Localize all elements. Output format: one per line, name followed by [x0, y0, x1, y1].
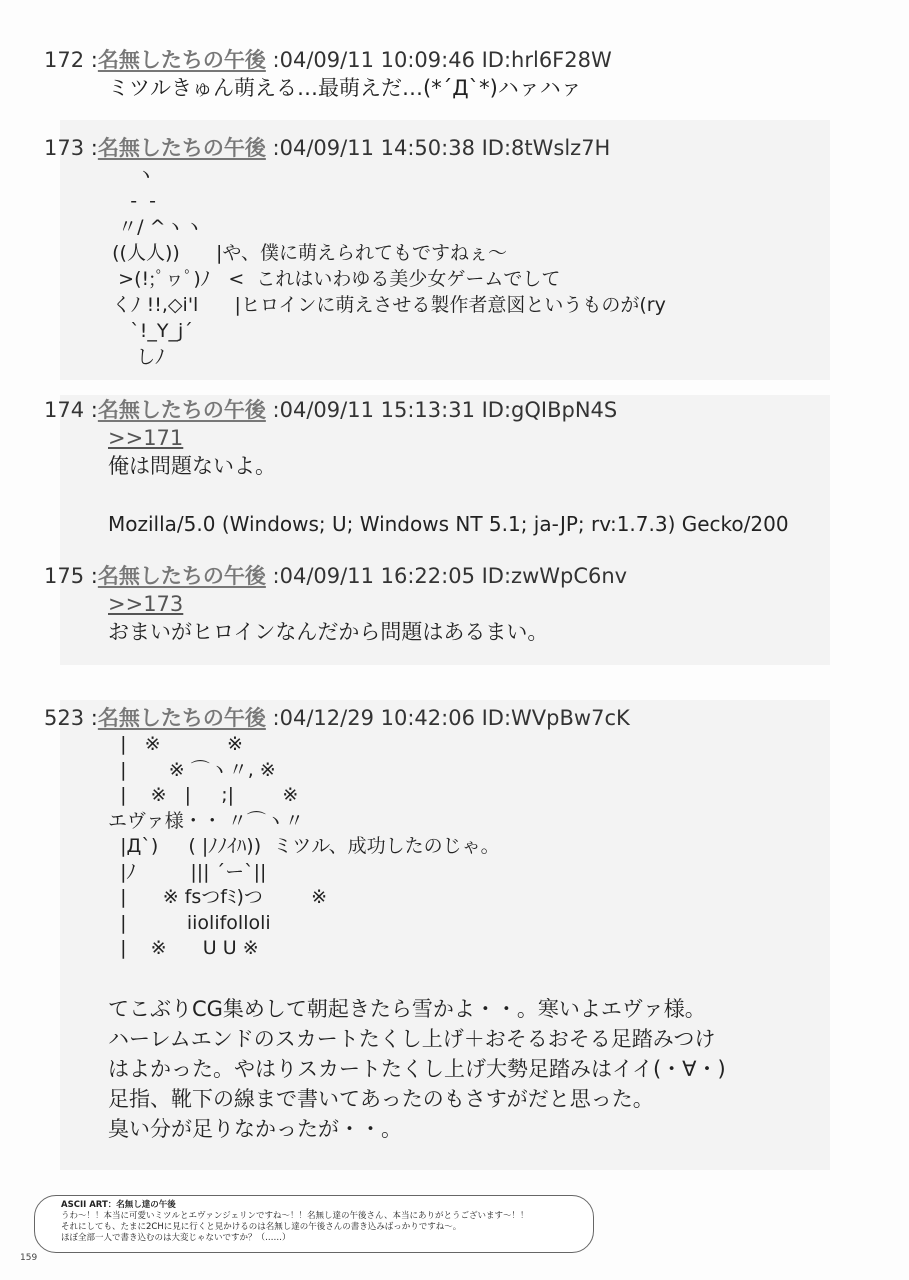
post-number: 173	[44, 136, 85, 160]
page-number: 159	[20, 1253, 38, 1263]
user-agent: Mozilla/5.0 (Windows; U; Windows NT 5.1; ja-JP; rv:1.7.3) Gecko/200	[108, 512, 789, 536]
caption-line: うわ～！！本当に可愛いミツルとエヴァンジェリンですね～！！名無し達の午後さん、本当にありがとうございます～！！	[61, 1211, 529, 1221]
post-173: 173 :名無したちの午後 :04/09/11 14:50:38 ID:8tWslz7H ヽ - - 〃/ ^ヽヽ ((人人)) |や、僕に萌えられてもですねぇ～ >(!;ﾟヮﾟ)ﾉ < これはいわゆる美少女ゲームでして くﾉ !!,◇i'l |ヒロインに萌えさせる製作者意図というものが(ry `!_Y_j´ しﾉ	[44, 136, 666, 368]
post-meta: :04/12/29 10:42:06 ID:WVpBw7cK	[272, 706, 630, 730]
post-meta: :04/09/11 15:13:31 ID:gQIBpN4S	[272, 398, 618, 422]
poster-name: 名無したちの午後	[97, 136, 266, 160]
post-523: 523 :名無したちの午後 :04/12/29 10:42:06 ID:WVpBw7cK | ※ ※ | ※ ⌒ヽ〃, ※ | ※ | ;| ※ エヴァ様・・ 〃⌒ヽ〃 |Д`) ( |ﾉﾉｲﾊ)) ミツル、成功したのじゃ。 |ﾉ ||| ´ー`|| | ※ fsつfﾐ)つ ※ | iiolifolloli | ※ U U ※ てこぶりCG集めして朝起きたら雪かよ・・。寒いよエヴァ様。 ハーレムエンドのスカートたくし上げ＋おそるおそる足踏みつけ はよかった。やはりスカートたくし上げ大勢足踏みはイイ(・∀・) 足指、靴下の線まで書いてあったのもさすがだと思った。 臭い分が足りなかったが・・。	[44, 704, 726, 1144]
post-number: 172	[44, 48, 85, 72]
ascii-art: ヽ - - 〃/ ^ヽヽ ((人人)) |や、僕に萌えられてもですねぇ～ >(!;ﾟヮﾟ)ﾉ < これはいわゆる美少女ゲームでして くﾉ !!,◇i'l |ヒロインに萌えさせる製作者意図というものが(ry `!_Y_j´ しﾉ	[112, 164, 666, 368]
post-meta: :04/09/11 10:09:46 ID:hrl6F28W	[272, 48, 612, 72]
caption-box	[34, 1195, 594, 1253]
post-172: 172 :名無したちの午後 :04/09/11 10:09:46 ID:hrl6F28W ミツルきゅん萌える…最萌えだ…(*´Д`*)ハァハァ	[44, 48, 612, 100]
post-body: 俺は問題ないよ。	[108, 454, 276, 478]
poster-name: 名無したちの午後	[97, 706, 266, 730]
post-body: おまいがヒロインなんだから問題はあるまい。	[108, 620, 549, 644]
caption-title: ASCII ART：名無し達の午後	[61, 1200, 176, 1210]
post-meta: :04/09/11 16:22:05 ID:zwWpC6nv	[272, 564, 628, 588]
caption-line: それにしても、たまに2CHに見に行くと見かけるのは名無し達の午後さんの書き込みばっかりですね～。	[61, 1222, 462, 1232]
post-174: 174 :名無したちの午後 :04/09/11 15:13:31 ID:gQIBpN4S >>171 俺は問題ないよ。 Mozilla/5.0 (Windows; U; Windows NT 5.1; ja-JP; rv:1.7.3) Gecko/200	[44, 398, 789, 536]
poster-name: 名無したちの午後	[97, 564, 266, 588]
ascii-art: | ※ ※ | ※ ⌒ヽ〃, ※ | ※ | ;| ※ エヴァ様・・ 〃⌒ヽ〃 |Д`) ( |ﾉﾉｲﾊ)) ミツル、成功したのじゃ。 |ﾉ ||| ´ー`|| | ※ fsつfﾐ)つ ※ | iiolifolloli | ※ U U ※	[108, 733, 500, 959]
reply-link[interactable]: >>171	[108, 426, 184, 450]
post-number: 174	[44, 398, 85, 422]
post-number: 175	[44, 564, 85, 588]
post-body: ミツルきゅん萌える…最萌えだ…(*´Д`*)ハァハァ	[108, 76, 582, 100]
caption-line: ほぼ全部一人で書き込むのは大変じゃないですか？（……）	[61, 1233, 291, 1243]
poster-name: 名無したちの午後	[97, 48, 266, 72]
post-175: 175 :名無したちの午後 :04/09/11 16:22:05 ID:zwWpC6nv >>173 おまいがヒロインなんだから問題はあるまい。	[44, 564, 628, 644]
post-meta: :04/09/11 14:50:38 ID:8tWslz7H	[272, 136, 611, 160]
reply-link[interactable]: >>173	[108, 592, 184, 616]
post-number: 523	[44, 706, 85, 730]
post-body: てこぶりCG集めして朝起きたら雪かよ・・。寒いよエヴァ様。 ハーレムエンドのスカートたくし上げ＋おそるおそる足踏みつけ はよかった。やはりスカートたくし上げ大勢足踏みはイイ(・∀・) 足指、靴下の線まで書いてあったのもさすがだと思った。 臭い分が足りなかったが・・。	[108, 996, 726, 1141]
poster-name: 名無したちの午後	[97, 398, 266, 422]
